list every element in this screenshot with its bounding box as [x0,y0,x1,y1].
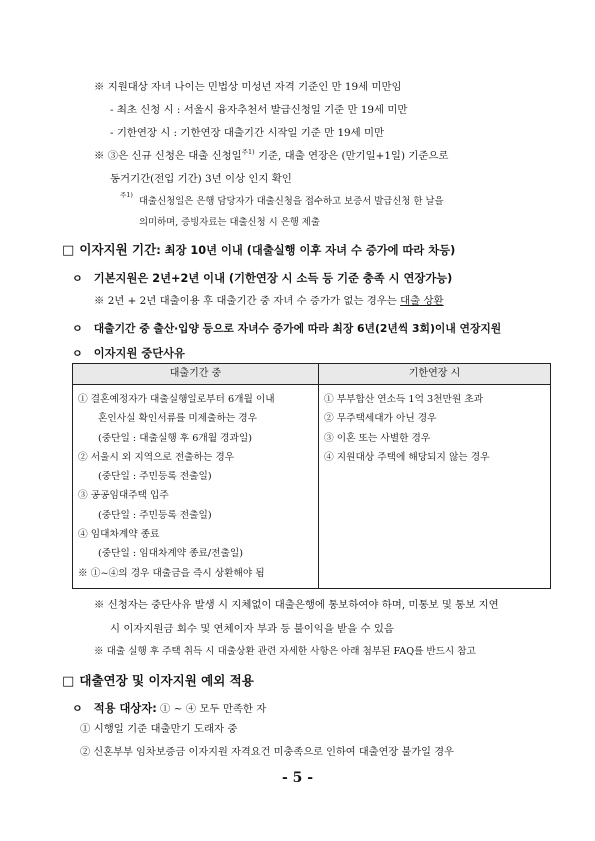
applicable-target [72,697,266,716]
note-extension: - 기한연장 시 : 기한연장 대출기간 시작일 기준 만 19세 미만 [110,127,385,139]
footnote-line1: 대출신청일은 은행 담당자가 대출신청을 접수하고 보증서 발급신청 한 날을 [139,196,444,207]
section-interest-period [62,239,455,258]
stop-reasons-table [72,363,551,589]
list-item: (중단일 : 임대차계약 종료/전출일) [98,548,243,560]
list-item: ※ ①~④의 경우 대출금을 즉시 상환해야 됨 [78,567,265,579]
note-cohabitation [94,147,448,162]
extension-support-text: 대출기간 중 출산‧입양 등으로 자녀수 증가에 따라 최장 6년(2년씩 3회)이내 연장지원 [93,322,502,335]
note-report-duty: ※ 신청자는 중단사유 발생 시 지체없이 대출은행에 통보하여야 하며, 미통보 및 통보 지연 [94,599,499,611]
list-item: (중단일 : 주민등록 전출일) [98,509,212,521]
target-label: 적용 대상자: [93,702,157,715]
bullet-icon: ㅇ [72,322,83,335]
footnote-ref: 주1) [241,148,255,156]
basic-support [72,267,452,286]
stop-reasons-text: 이자지원 중단사유 [93,347,185,360]
note-cohabitation-pre: ※ ③은 신규 신청은 대출 신청일 [94,150,242,162]
list-item: ③ 공공임대주택 입주 [78,490,169,502]
footnote-line2: 의미하며, 증빙자료는 대출신청 시 은행 제출 [139,217,320,228]
basic-support-text: 기본지원은 2년+2년 이내 (기한연장 시 소득 등 기준 충족 시 연장가능) [93,272,453,285]
section-box-icon: □ [62,674,75,689]
table-header-row [73,364,551,385]
list-item: ④ 임대차계약 종료 [78,529,160,541]
basic-note-underline: 대출 상환 [400,295,444,307]
section-title: 대출연장 및 이자지원 예외 적용 [79,673,254,688]
section-title: 이자지원 기간 [79,242,157,257]
target-desc: ① ~ ④ 모두 만족한 자 [156,703,267,715]
list-item: ① 결혼예정자가 대출실행일로부터 6개월 이내 [78,394,275,405]
condition-2: ② 신혼부부 임차보증금 이자지원 자격요건 미충족으로 인하여 대출연장 불가일 경우 [80,747,454,758]
note-cohabitation-post: 기준, 대출 연장은 (만기일+1일) 기준으로 [254,150,449,162]
basic-support-note [94,292,444,307]
list-item: (중단일 : 주민등록 전출일) [98,471,212,483]
note-faq: ※ 대출 실행 후 주택 취득 시 대출상환 관련 자세한 사항은 아래 첨부된 FAQ를 반드시 참고 [94,646,476,657]
note-minor-age: ※ 지원대상 자녀 나이는 민법상 미성년 자격 기준인 만 19세 미만임 [94,81,402,93]
section-desc: : 최장 10년 이내 (대출실행 이후 자녀 수 증가에 따라 차등) [156,244,456,257]
bullet-icon: ㅇ [72,347,83,360]
note-first-apply: - 최초 신청 시 : 서울시 융자추천서 발급신청일 기준 만 19세 미만 [110,104,408,116]
list-item: ② 서울시 외 지역으로 전출하는 경우 [78,451,235,463]
section-box-icon: □ [62,243,75,258]
list-item: ② 무주택세대가 아닌 경우 [324,413,437,425]
bullet-icon: ㅇ [72,702,83,715]
header-during-loan: 대출기간 중 [73,364,319,385]
header-on-extension: 기한연장 시 [319,364,551,385]
list-item: ① 부부합산 연소득 1억 3천만원 초과 [324,394,484,405]
list-item: ④ 지원대상 주택에 해당되지 않는 경우 [324,451,490,463]
basic-note-text: ※ 2년 + 2년 대출이용 후 대출기간 중 자녀 수 증가가 없는 경우는 [94,295,401,307]
note-report-duty-line2: 시 이자지원금 회수 및 연체이자 부과 등 불이익을 받을 수 있음 [110,623,394,635]
note-cohabitation-line2: 동거기간(전입 기간) 3년 이상 인지 확인 [110,173,292,185]
table-body-row [73,385,551,589]
condition-1: ① 시행일 기준 대출만기 도래자 중 [80,723,238,735]
stop-reasons-heading [72,342,185,361]
bullet-icon: ㅇ [72,272,83,285]
during-loan-cell [73,385,319,589]
page-number: - 5 - [281,770,314,786]
extension-support [72,317,501,336]
list-item: (중단일 : 대출실행 후 6개월 경과일) [98,432,253,444]
list-item: 혼인사실 확인서류를 미제출하는 경우 [98,413,257,425]
footnote-mark: 주1) [120,191,133,199]
on-extension-cell [319,385,551,589]
section-exception [62,670,254,689]
list-item: ③ 이혼 또는 사별한 경우 [324,432,431,444]
